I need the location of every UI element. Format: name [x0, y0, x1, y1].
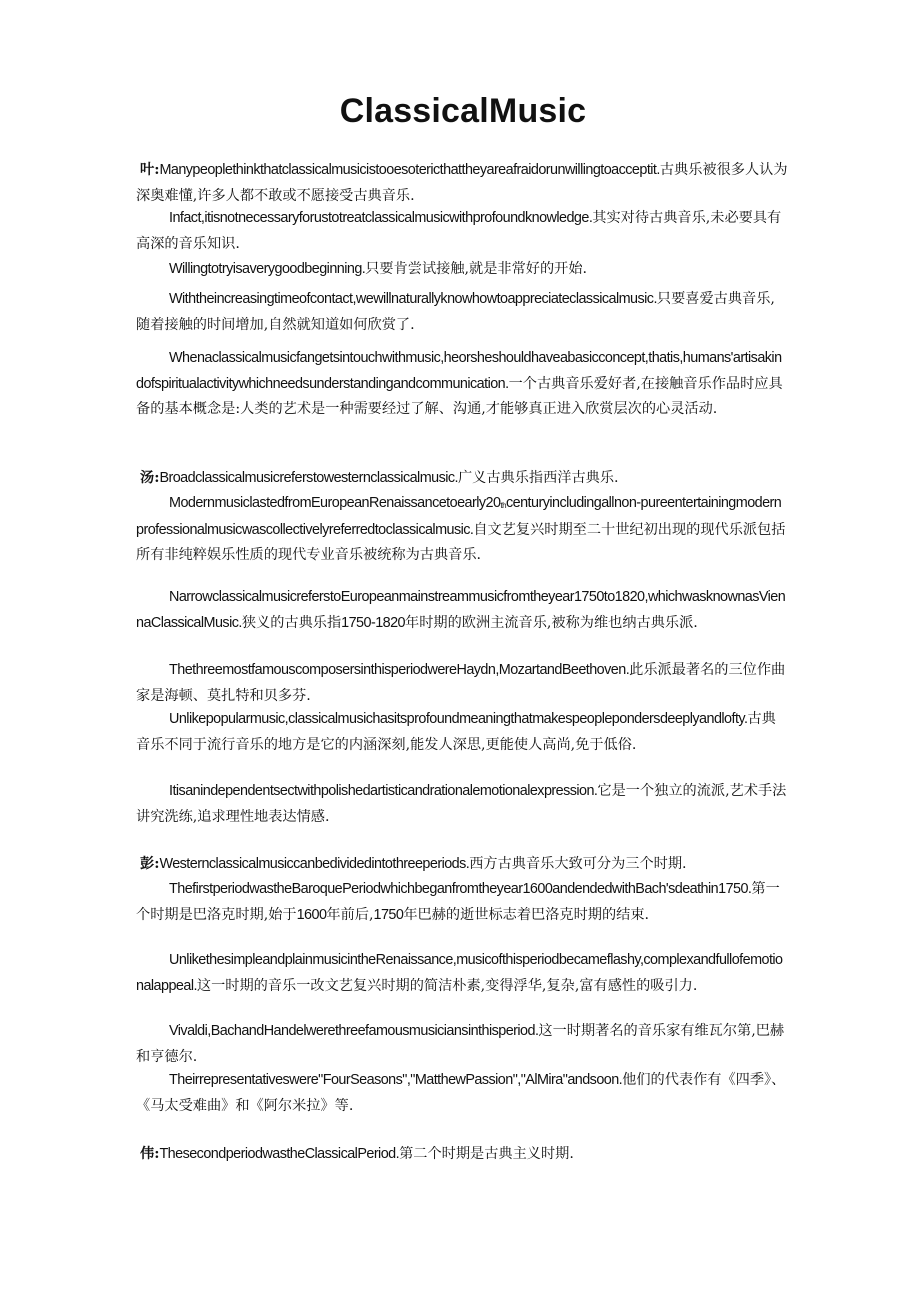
english-text: Westernclassicalmusiccanbedividedintothreeperiods. — [159, 856, 470, 872]
paragraph-11 — [136, 779, 788, 830]
year-range: 1750-1820 — [341, 614, 406, 631]
english-text: UnlikethesimpleandplainmusicintheRenaissance,musicofthisperiodbecameflashy,complexandfullofemotionalappeal. — [136, 952, 783, 994]
chinese-text: 第一个时期是巴洛克时期,始于 — [136, 881, 780, 923]
chinese-text-cont: 年时期的欧洲主流音乐,被称为维也纳古典乐派. — [405, 614, 698, 631]
chinese-text: 这一时期的音乐一改文艺复兴时期的简洁朴素,变得浮华,复杂,富有感性的吸引力. — [196, 977, 698, 994]
paragraph-17 — [136, 1142, 788, 1168]
superscript-th: th — [500, 501, 506, 510]
chinese-text: 一个古典音乐爱好者,在接触音乐作品时应具备的基本概念是:人类的艺术是一种需要经过了解、沟通,才能够真正进入欣赏层次的心灵活动. — [136, 375, 783, 417]
paragraph-4 — [136, 287, 788, 338]
chinese-text: 狭义的古典乐指 — [241, 614, 342, 631]
chinese-text: 古典音乐不同于流行音乐的地方是它的内涵深刻,能发人深思,更能使人高尚,免于低俗. — [136, 711, 776, 753]
paragraph-2 — [136, 206, 788, 257]
english-text: Whenaclassicalmusicfangetsintouchwithmusic,heorsheshouldhaveabasicconcept,thatis,humans'artisakindofspiritualactivitywhichneedsunderstandingandcommunication. — [136, 350, 782, 392]
paragraph-9 — [136, 658, 788, 709]
english-text: Willingtotryisaverygoodbeginning. — [169, 261, 366, 277]
paragraph-12 — [136, 852, 788, 878]
paragraph-14 — [136, 948, 788, 999]
english-text: Unlikepopularmusic,classicalmusichasitsprofoundmeaningthatmakespeoplepondersdeeplyandlofty. — [169, 711, 748, 727]
paragraph-10 — [136, 707, 788, 758]
paragraph-15 — [136, 1019, 788, 1070]
year-1600: 1600 — [296, 906, 327, 923]
paragraph-13 — [136, 877, 788, 928]
paragraph-16 — [136, 1068, 788, 1119]
paragraph-1 — [136, 158, 788, 209]
english-text: Infact,itisnotnecessaryforustotreatclassicalmusicwithprofoundknowledge. — [169, 210, 593, 226]
year-1750: 1750 — [373, 906, 404, 923]
chinese-text-b: 年前后, — [326, 906, 374, 923]
chinese-text: 这一时期著名的音乐家有维瓦尔第,巴赫和亨德尔. — [136, 1023, 785, 1065]
english-text-cont: centuryincludingallnon-pureentertainingmodernprofessionalmusicwascollectivelyreferredtoclassicalmusic. — [136, 495, 782, 538]
english-text: ModernmusiclastedfromEuropeanRenaissancetoearly20 — [169, 495, 501, 511]
english-text: ThefirstperiodwastheBaroquePeriodwhichbeganfromtheyear1600andendedwithBach'sdeathin1750. — [169, 881, 752, 897]
paragraph-6 — [136, 466, 788, 492]
english-text: Withtheincreasingtimeofcontact,wewillnaturallyknowhowtoappreciateclassicalmusic. — [169, 291, 657, 307]
chinese-text: 此乐派最著名的三位作曲家是海顿、莫扎特和贝多芬. — [136, 662, 786, 704]
chinese-text: 只要喜爱古典音乐,随着接触的时间增加,自然就知道如何欣赏了. — [136, 291, 775, 333]
chinese-text: 自文艺复兴时期至二十世纪初出现的现代乐派包括所有非纯粹娱乐性质的现代专业音乐被统称为古典音乐. — [136, 521, 786, 563]
document-title: ClassicalMusic — [339, 92, 587, 130]
english-text: ThethreemostfamouscomposersinthisperiodwereHaydn,MozartandBeethoven. — [169, 662, 630, 678]
english-text: ThesecondperiodwastheClassicalPeriod. — [159, 1146, 400, 1162]
english-text: Theirrepresentativeswere"FourSeasons","MatthewPassion","AlMira"andsoon. — [169, 1072, 623, 1088]
english-text: NarrowclassicalmusicreferstoEuropeanmainstreammusicfromtheyear1750to1820,whichwasknownasViennaClassicalMusic. — [136, 589, 786, 631]
chinese-text: 他们的代表作有《四季》、《马太受难曲》和《阿尔米拉》等. — [136, 1072, 786, 1114]
chinese-text: 其实对待古典音乐,未必要具有高深的音乐知识. — [136, 210, 782, 252]
paragraph-3 — [136, 257, 788, 283]
chinese-text: 只要肯尝试接触,就是非常好的开始. — [365, 261, 588, 277]
paragraph-8 — [136, 585, 788, 636]
speaker-label: 伟: — [140, 1146, 160, 1162]
speaker-label: 汤: — [140, 470, 160, 486]
chinese-text: 西方古典音乐大致可分为三个时期. — [469, 856, 687, 872]
chinese-text: 古典乐被很多人认为深奥难懂,许多人都不敢或不愿接受古典音乐. — [136, 162, 788, 204]
chinese-text: 第二个时期是古典主义时期. — [399, 1146, 574, 1162]
chinese-text-c: 年巴赫的逝世标志着巴洛克时期的结束. — [403, 906, 650, 923]
english-text: Vivaldi,BachandHandelwerethreefamousmusiciansinthisperiod. — [169, 1023, 539, 1039]
speaker-label: 彭: — [140, 856, 160, 872]
chinese-text: 广义古典乐指西洋古典乐. — [457, 470, 619, 486]
english-text: Itisanindependentsectwithpolishedartisticandrationalemotionalexpression. — [169, 783, 598, 799]
paragraph-5 — [136, 346, 788, 423]
chinese-text: 它是一个独立的流派,艺术手法讲究洗练,追求理性地表达情感. — [136, 783, 787, 825]
paragraph-7 — [136, 491, 788, 569]
english-text: Manypeoplethinkthatclassicalmusicistooesotericthattheyareafraidorunwillingtoacceptit. — [159, 162, 660, 178]
speaker-label: 叶: — [140, 162, 160, 178]
english-text: Broadclassicalmusicreferstowesternclassicalmusic. — [159, 470, 458, 486]
